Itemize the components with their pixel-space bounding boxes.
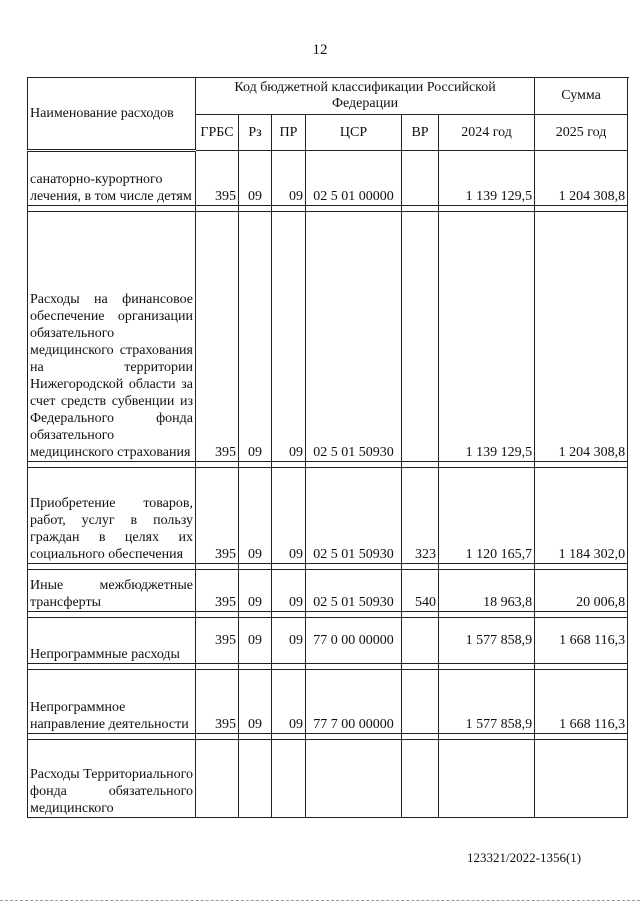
row-2025: 1 204 308,8 xyxy=(535,151,628,206)
row-csr: 02 5 01 50930 xyxy=(306,212,402,462)
row-2024: 1 139 129,5 xyxy=(439,212,535,462)
row-pr: 09 xyxy=(272,468,306,564)
row-vr xyxy=(402,618,439,664)
header-name-col: Наименование расходов xyxy=(28,78,196,151)
row-vr: 540 xyxy=(402,570,439,612)
row-2024 xyxy=(439,740,535,818)
row-csr: 02 5 01 00000 xyxy=(306,151,402,206)
row-2024: 1 120 165,7 xyxy=(439,468,535,564)
table-row xyxy=(28,670,628,734)
row-vr xyxy=(402,740,439,818)
row-name: Приобретение товаров, работ, услуг в пользу граждан в целях их социального обеспечения xyxy=(28,468,196,564)
table-row xyxy=(28,212,628,462)
row-pr: 09 xyxy=(272,212,306,462)
table-row xyxy=(28,468,628,564)
row-rz: 09 xyxy=(239,618,272,664)
row-name: Расходы на финансовое обеспечение организации обязательного медицинского страхования на территории Нижегородской области за счет средств субвенции из Федерального фонда обязательного медицинского страхования xyxy=(28,212,196,462)
row-grbs: 395 xyxy=(196,151,239,206)
row-name: Непрограммное направление деятельности xyxy=(28,670,196,734)
row-csr xyxy=(306,740,402,818)
row-2025: 1 668 116,3 xyxy=(535,618,628,664)
table-row xyxy=(28,740,628,818)
row-pr: 09 xyxy=(272,151,306,206)
header-grbs: ГРБС xyxy=(196,115,239,151)
page-number: 12 xyxy=(312,42,328,58)
header-csr: ЦСР xyxy=(306,115,402,151)
header-rz: Рз xyxy=(239,115,272,151)
header-code-group: Код бюджетной классификации Российской Федерации xyxy=(196,78,535,115)
row-grbs: 395 xyxy=(196,670,239,734)
row-vr: 323 xyxy=(402,468,439,564)
row-grbs xyxy=(196,740,239,818)
row-rz: 09 xyxy=(239,468,272,564)
header-pr: ПР xyxy=(272,115,306,151)
row-csr: 77 7 00 00000 xyxy=(306,670,402,734)
budget-table xyxy=(27,77,628,818)
row-grbs: 395 xyxy=(196,618,239,664)
row-rz: 09 xyxy=(239,151,272,206)
row-2025: 1 668 116,3 xyxy=(535,670,628,734)
row-csr: 02 5 01 50930 xyxy=(306,570,402,612)
row-2025: 1 184 302,0 xyxy=(535,468,628,564)
header-2025: 2025 год xyxy=(535,115,628,151)
row-name: Непрограммные расходы xyxy=(28,618,196,664)
row-2024: 1 139 129,5 xyxy=(439,151,535,206)
row-2024: 1 577 858,9 xyxy=(439,618,535,664)
row-csr: 02 5 01 50930 xyxy=(306,468,402,564)
table-row xyxy=(28,151,628,206)
row-vr xyxy=(402,212,439,462)
document-code: 123321/2022-1356(1) xyxy=(467,850,582,865)
table-row xyxy=(28,618,628,664)
header-vr: ВР xyxy=(402,115,439,151)
row-grbs: 395 xyxy=(196,570,239,612)
row-pr: 09 xyxy=(272,618,306,664)
row-rz: 09 xyxy=(239,670,272,734)
row-pr xyxy=(272,740,306,818)
row-name: санаторно-курортного лечения, в том числе детям xyxy=(28,151,196,206)
row-2024: 18 963,8 xyxy=(439,570,535,612)
table-row xyxy=(28,570,628,612)
row-2025: 20 006,8 xyxy=(535,570,628,612)
row-vr xyxy=(402,151,439,206)
row-2024: 1 577 858,9 xyxy=(439,670,535,734)
row-grbs: 395 xyxy=(196,468,239,564)
row-2025 xyxy=(535,740,628,818)
row-csr: 77 0 00 00000 xyxy=(306,618,402,664)
row-pr: 09 xyxy=(272,670,306,734)
row-rz xyxy=(239,740,272,818)
row-name: Иные межбюджетные трансферты xyxy=(28,570,196,612)
header-sum-group: Сумма xyxy=(535,78,628,115)
row-2025: 1 204 308,8 xyxy=(535,212,628,462)
row-grbs: 395 xyxy=(196,212,239,462)
page-bottom-edge xyxy=(0,900,640,901)
row-rz: 09 xyxy=(239,212,272,462)
row-name: Расходы Территориального фонда обязательного медицинского xyxy=(28,740,196,818)
header-2024: 2024 год xyxy=(439,115,535,151)
row-pr: 09 xyxy=(272,570,306,612)
row-vr xyxy=(402,670,439,734)
row-rz: 09 xyxy=(239,570,272,612)
